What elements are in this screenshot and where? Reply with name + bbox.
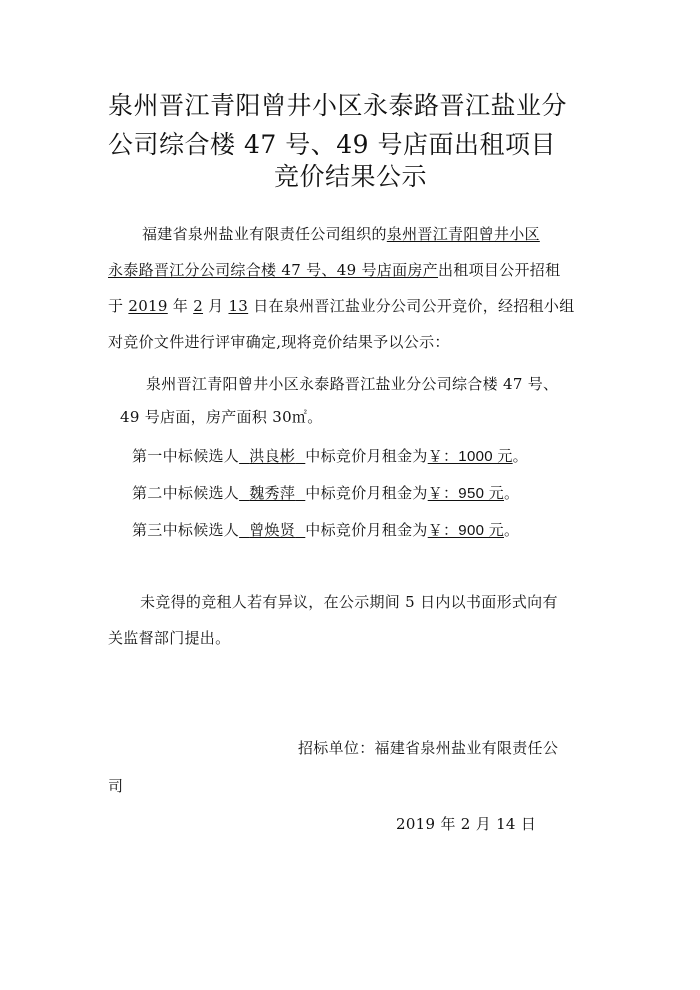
intro-text: 日在泉州晋江盐业分公司公开竞价，经招租小组 bbox=[248, 297, 575, 315]
candidate-label: 中标竞价月租金为 bbox=[305, 447, 428, 465]
candidate-row bbox=[132, 483, 519, 504]
issue-date: 2019 年 2 月 14 日 bbox=[396, 815, 537, 833]
issuer-label: 招标单位： bbox=[298, 739, 375, 757]
project-name-part-1: 泉州晋江青阳曾井小区 bbox=[386, 225, 540, 243]
candidate-rent: ￥：900 元 bbox=[427, 522, 504, 539]
candidate-rank: 第二中标候选人 bbox=[132, 484, 240, 502]
document-title-line-1: 泉州晋江青阳曾井小区永泰路晋江盐业分 bbox=[108, 91, 568, 120]
candidate-name: 洪良彬 bbox=[249, 447, 296, 465]
candidate-label: 中标竞价月租金为 bbox=[305, 484, 428, 502]
property-line-1: 泉州晋江青阳曾井小区永泰路晋江盐业分公司综合楼 47 号、 bbox=[146, 375, 559, 393]
intro-line-2 bbox=[108, 260, 560, 280]
candidate-row bbox=[132, 520, 519, 541]
candidate-rank: 第三中标候选人 bbox=[132, 521, 240, 539]
intro-text: 月 bbox=[203, 297, 229, 315]
candidate-name: 曾焕贤 bbox=[249, 521, 296, 539]
intro-line-1 bbox=[142, 224, 540, 244]
punctuation: 。 bbox=[512, 447, 528, 465]
intro-line-4: 对竞价文件进行评审确定,现将竞价结果予以公示： bbox=[108, 333, 450, 351]
intro-text: 福建省泉州盐业有限责任公司组织的 bbox=[142, 225, 387, 243]
notice-line-2: 关监督部门提出。 bbox=[108, 629, 231, 647]
punctuation: 。 bbox=[504, 521, 520, 539]
candidate-rent: ￥：950 元 bbox=[427, 485, 504, 502]
intro-text: 于 bbox=[108, 297, 129, 315]
candidate-rank: 第一中标候选人 bbox=[132, 447, 240, 465]
candidate-rent: ￥：1000 元 bbox=[427, 448, 513, 465]
auction-day: 13 bbox=[228, 297, 249, 315]
candidate-row bbox=[132, 446, 528, 467]
intro-text: 年 bbox=[167, 297, 194, 315]
candidate-label: 中标竞价月租金为 bbox=[305, 521, 428, 539]
notice-line-1: 未竞得的竞租人若有异议，在公示期间 5 日内以书面形式向有 bbox=[140, 593, 558, 611]
issuer-line bbox=[298, 738, 558, 758]
candidate-name: 魏秀萍 bbox=[249, 484, 296, 502]
auction-month: 2 bbox=[193, 297, 204, 315]
intro-text: 出租项目公开招租 bbox=[437, 261, 561, 279]
issuer-line-continued: 司 bbox=[108, 777, 124, 795]
auction-year: 2019 bbox=[128, 297, 168, 315]
document-title-line-2: 公司综合楼 47 号、49 号店面出租项目 bbox=[108, 130, 556, 159]
issuer-name: 福建省泉州盐业有限责任公 bbox=[374, 739, 559, 757]
intro-line-3 bbox=[108, 296, 575, 316]
document-title-line-3: 竞价结果公示 bbox=[274, 162, 428, 191]
punctuation: 。 bbox=[504, 484, 520, 502]
project-name-part-2: 永泰路晋江分公司综合楼 47 号、49 号店面房产 bbox=[108, 261, 438, 279]
property-line-2: 49 号店面，房产面积 30㎡。 bbox=[120, 408, 323, 426]
